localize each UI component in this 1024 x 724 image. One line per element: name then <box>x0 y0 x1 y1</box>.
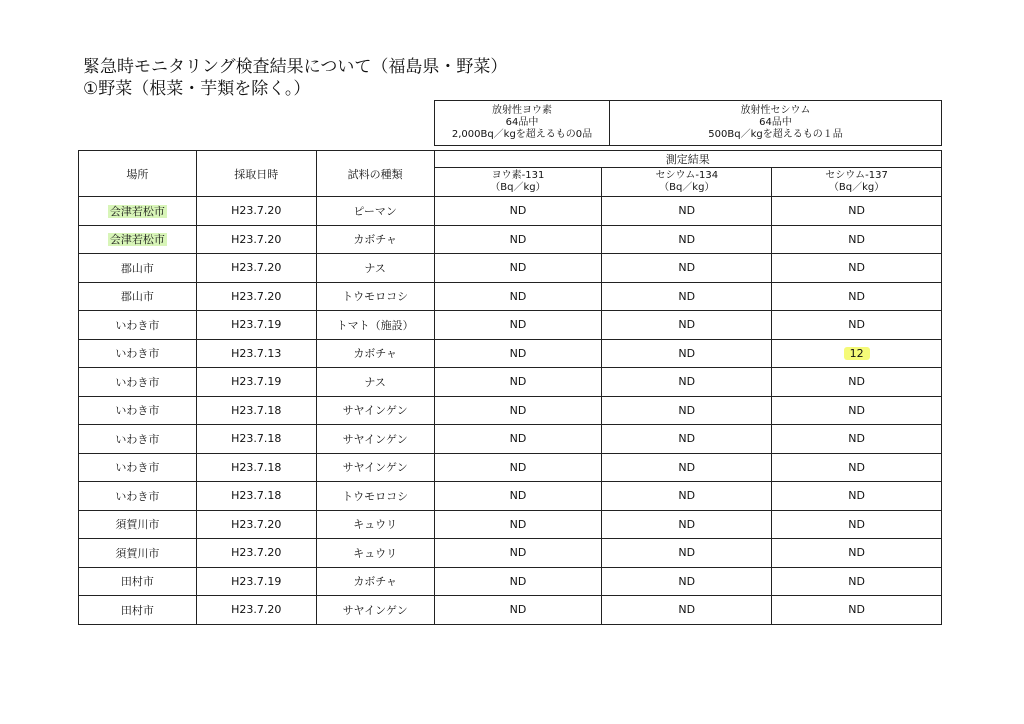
table-row <box>79 311 942 340</box>
cell-i131-text: ND <box>509 432 527 446</box>
cell-cs134-text: ND <box>678 204 696 218</box>
cell-place <box>79 368 197 397</box>
cell-place <box>79 539 197 568</box>
cell-cs134 <box>602 254 772 283</box>
cell-date-text: H23.7.13 <box>231 346 282 360</box>
summary-iodine-line3: 2,000Bq／kgを超えるもの0品 <box>451 129 593 140</box>
cell-sample <box>316 482 434 511</box>
cell-date <box>196 453 316 482</box>
header-i131-name: ヨウ素-131 <box>491 170 545 181</box>
cell-date-text: H23.7.18 <box>231 489 282 503</box>
cell-sample <box>316 510 434 539</box>
header-cs137-unit: （Bq／kg） <box>828 182 885 193</box>
cell-sample-text: キュウリ <box>353 518 398 532</box>
cell-sample <box>316 339 434 368</box>
header-i131-unit: （Bq／kg） <box>490 182 546 193</box>
cell-i131-text: ND <box>509 289 527 303</box>
cell-cs137 <box>772 254 942 283</box>
cell-cs134 <box>602 282 772 311</box>
header-place: 場所 <box>79 151 197 197</box>
cell-date-text: H23.7.20 <box>231 232 282 246</box>
table-row <box>79 282 942 311</box>
cell-cs137 <box>772 453 942 482</box>
cell-cs137-text: ND <box>848 375 865 389</box>
cell-cs134 <box>602 368 772 397</box>
cell-i131-text: ND <box>509 346 527 360</box>
cell-place <box>79 567 197 596</box>
cell-date-text: H23.7.20 <box>231 517 282 531</box>
cell-place <box>79 225 197 254</box>
cell-sample-text: カボチャ <box>353 575 397 589</box>
header-results: 測定結果 <box>434 151 941 168</box>
cell-place-text: 会津若松市 <box>109 233 165 247</box>
cell-cs137 <box>772 225 942 254</box>
cell-date-text: H23.7.19 <box>231 375 282 389</box>
cell-date-text: H23.7.20 <box>231 546 282 560</box>
cell-date-text: H23.7.19 <box>231 574 282 588</box>
cell-place-text: いわき市 <box>115 318 160 332</box>
table-row <box>79 368 942 397</box>
summary-cesium-line3: 500Bq／kgを超えるもの１品 <box>708 129 843 140</box>
cell-cs134-text: ND <box>678 460 696 474</box>
cell-cs137 <box>772 596 942 625</box>
cell-cs134-text: ND <box>678 346 696 360</box>
cell-date-text: H23.7.18 <box>231 432 282 446</box>
cell-cs137-text: ND <box>848 403 865 417</box>
cell-sample <box>316 396 434 425</box>
cell-i131 <box>434 453 602 482</box>
cell-i131-text: ND <box>509 489 527 503</box>
cell-i131-text: ND <box>509 403 527 417</box>
cell-i131 <box>434 197 602 226</box>
results-table <box>78 150 942 625</box>
header-cs134-name: セシウム-134 <box>655 170 719 181</box>
header-cs134-unit: （Bq／kg） <box>659 182 715 193</box>
cell-sample-text: サヤインゲン <box>342 404 408 418</box>
cell-place-text: いわき市 <box>115 347 160 361</box>
cell-sample-text: サヤインゲン <box>342 603 408 617</box>
cell-cs134 <box>602 567 772 596</box>
cell-place <box>79 197 197 226</box>
cell-sample <box>316 567 434 596</box>
cell-cs137-text: ND <box>848 546 865 560</box>
cell-cs134-text: ND <box>678 261 696 275</box>
cell-date <box>196 254 316 283</box>
table-row <box>79 453 942 482</box>
cell-sample <box>316 368 434 397</box>
cell-cs137-text: ND <box>848 432 865 446</box>
cell-i131-text: ND <box>509 603 527 617</box>
cell-cs134-text: ND <box>678 375 696 389</box>
cell-date-text: H23.7.20 <box>231 261 282 275</box>
cell-i131-text: ND <box>509 574 527 588</box>
table-row <box>79 197 942 226</box>
cell-sample-text: ナス <box>364 375 386 389</box>
header-sample: 試料の種類 <box>316 151 434 197</box>
cell-date <box>196 311 316 340</box>
cell-i131-text: ND <box>509 204 527 218</box>
cell-cs134 <box>602 539 772 568</box>
cell-cs134-text: ND <box>678 574 696 588</box>
cell-sample <box>316 425 434 454</box>
cell-i131-text: ND <box>509 261 527 275</box>
cell-cs134-text: ND <box>678 432 696 446</box>
cell-i131 <box>434 311 602 340</box>
cell-date <box>196 282 316 311</box>
cell-date-text: H23.7.20 <box>231 289 282 303</box>
cell-i131 <box>434 539 602 568</box>
cell-sample <box>316 282 434 311</box>
cell-i131 <box>434 225 602 254</box>
table-row <box>79 396 942 425</box>
cell-cs134 <box>602 425 772 454</box>
cell-i131 <box>434 254 602 283</box>
cell-place-text: いわき市 <box>115 432 160 446</box>
cell-cs134 <box>602 311 772 340</box>
cell-date <box>196 510 316 539</box>
cell-place-text: 会津若松市 <box>109 204 165 218</box>
summary-cesium-line1: 放射性セシウム <box>740 105 811 116</box>
cell-cs137 <box>772 197 942 226</box>
cell-place-text: いわき市 <box>115 461 160 475</box>
cell-cs134-text: ND <box>678 546 696 560</box>
cell-cs137-text: ND <box>848 232 865 246</box>
cell-cs134-text: ND <box>678 489 696 503</box>
cell-place <box>79 453 197 482</box>
cell-date <box>196 225 316 254</box>
table-row <box>79 254 942 283</box>
cell-i131-text: ND <box>509 460 527 474</box>
table-row <box>79 596 942 625</box>
cell-cs137 <box>772 368 942 397</box>
cell-cs137-text: ND <box>848 489 865 503</box>
cell-i131 <box>434 425 602 454</box>
cell-i131-text: ND <box>509 517 527 531</box>
cell-date <box>196 567 316 596</box>
cell-cs134 <box>602 510 772 539</box>
cell-i131-text: ND <box>509 546 527 560</box>
cell-place <box>79 510 197 539</box>
cell-sample-text: トマト（施設） <box>336 318 414 332</box>
cell-sample-text: ナス <box>364 261 386 275</box>
cell-place-text: いわき市 <box>115 404 160 418</box>
cell-place <box>79 596 197 625</box>
cell-sample-text: トウモロコシ <box>342 489 409 503</box>
cell-cs137 <box>772 339 942 368</box>
cell-sample-text: サヤインゲン <box>342 461 408 475</box>
cell-i131 <box>434 339 602 368</box>
cell-i131 <box>434 282 602 311</box>
cell-sample <box>316 539 434 568</box>
cell-cs134-text: ND <box>678 232 696 246</box>
cell-place <box>79 482 197 511</box>
cell-cs134-text: ND <box>678 403 696 417</box>
cell-place-text: 郡山市 <box>120 290 154 304</box>
cell-i131 <box>434 510 602 539</box>
cell-place-text: 須賀川市 <box>115 546 160 560</box>
summary-cesium-line2: 64品中 <box>759 117 792 128</box>
cell-cs137 <box>772 567 942 596</box>
header-i131 <box>434 168 602 197</box>
table-row <box>79 510 942 539</box>
table-row <box>79 425 942 454</box>
cell-i131 <box>434 482 602 511</box>
cell-date <box>196 425 316 454</box>
cell-cs134-text: ND <box>678 318 696 332</box>
cell-cs137 <box>772 482 942 511</box>
table-row <box>79 482 942 511</box>
cell-cs137-text: ND <box>848 574 865 588</box>
cell-cs134-text: ND <box>678 517 696 531</box>
table-row <box>79 225 942 254</box>
cell-cs137 <box>772 396 942 425</box>
cell-cs134 <box>602 482 772 511</box>
cell-place-text: いわき市 <box>115 489 160 503</box>
cell-cs134 <box>602 596 772 625</box>
cell-cs137 <box>772 539 942 568</box>
cell-i131-text: ND <box>509 318 527 332</box>
summary-iodine-line1: 放射性ヨウ素 <box>492 105 552 116</box>
table-row <box>79 539 942 568</box>
cell-cs134 <box>602 339 772 368</box>
cell-cs137-text: ND <box>848 261 865 275</box>
cell-sample-text: カボチャ <box>353 347 397 361</box>
cell-sample <box>316 596 434 625</box>
cell-place-text: 田村市 <box>120 603 154 617</box>
cell-i131-text: ND <box>509 375 527 389</box>
cell-date <box>196 339 316 368</box>
cell-place-text: 郡山市 <box>120 261 154 275</box>
summary-iodine <box>435 101 610 146</box>
cell-sample <box>316 254 434 283</box>
cell-sample-text: カボチャ <box>353 233 397 247</box>
cell-cs137-text: 12 <box>844 347 870 360</box>
summary-table <box>434 100 942 146</box>
cell-sample-text: サヤインゲン <box>342 432 408 446</box>
cell-cs137 <box>772 510 942 539</box>
cell-cs137-text: ND <box>848 603 865 617</box>
header-date: 採取日時 <box>196 151 316 197</box>
cell-cs134 <box>602 225 772 254</box>
cell-sample <box>316 453 434 482</box>
cell-sample <box>316 225 434 254</box>
cell-place <box>79 282 197 311</box>
cell-cs137-text: ND <box>848 460 865 474</box>
cell-date-text: H23.7.18 <box>231 403 282 417</box>
table-row <box>79 339 942 368</box>
cell-date <box>196 197 316 226</box>
cell-date-text: H23.7.20 <box>231 603 282 617</box>
header-cs137-name: セシウム-137 <box>825 170 888 181</box>
summary-iodine-line2: 64品中 <box>505 117 539 128</box>
cell-cs137-text: ND <box>848 204 865 218</box>
cell-sample <box>316 311 434 340</box>
cell-cs134 <box>602 197 772 226</box>
cell-place-text: 須賀川市 <box>115 518 160 532</box>
cell-date <box>196 396 316 425</box>
cell-cs137-text: ND <box>848 318 865 332</box>
table-row <box>79 567 942 596</box>
cell-cs137 <box>772 311 942 340</box>
cell-place <box>79 396 197 425</box>
cell-place <box>79 425 197 454</box>
cell-date <box>196 482 316 511</box>
cell-i131 <box>434 368 602 397</box>
cell-cs134 <box>602 453 772 482</box>
cell-cs137 <box>772 425 942 454</box>
cell-place-text: いわき市 <box>115 375 160 389</box>
summary-cesium <box>610 101 942 146</box>
cell-place <box>79 254 197 283</box>
cell-cs134-text: ND <box>678 603 696 617</box>
cell-sample-text: トウモロコシ <box>342 290 409 304</box>
cell-cs137-text: ND <box>848 289 865 303</box>
cell-cs134-text: ND <box>678 289 696 303</box>
cell-sample-text: キュウリ <box>353 546 398 560</box>
cell-date <box>196 539 316 568</box>
cell-cs137-text: ND <box>848 517 865 531</box>
header-cs134 <box>602 168 772 197</box>
cell-place <box>79 311 197 340</box>
cell-place <box>79 339 197 368</box>
cell-cs137 <box>772 282 942 311</box>
cell-place-text: 田村市 <box>120 575 154 589</box>
header-cs137 <box>772 168 942 197</box>
page-subtitle: ①野菜（根菜・芋類を除く。） <box>83 79 311 99</box>
cell-date <box>196 596 316 625</box>
page-title: 緊急時モニタリング検査結果について（福島県・野菜） <box>83 57 508 77</box>
cell-date-text: H23.7.20 <box>231 204 282 218</box>
cell-cs134 <box>602 396 772 425</box>
cell-date-text: H23.7.19 <box>231 318 282 332</box>
cell-i131-text: ND <box>509 232 527 246</box>
cell-date <box>196 368 316 397</box>
cell-i131 <box>434 596 602 625</box>
cell-date-text: H23.7.18 <box>231 460 282 474</box>
cell-i131 <box>434 396 602 425</box>
cell-sample <box>316 197 434 226</box>
cell-i131 <box>434 567 602 596</box>
cell-sample-text: ピーマン <box>353 204 397 218</box>
